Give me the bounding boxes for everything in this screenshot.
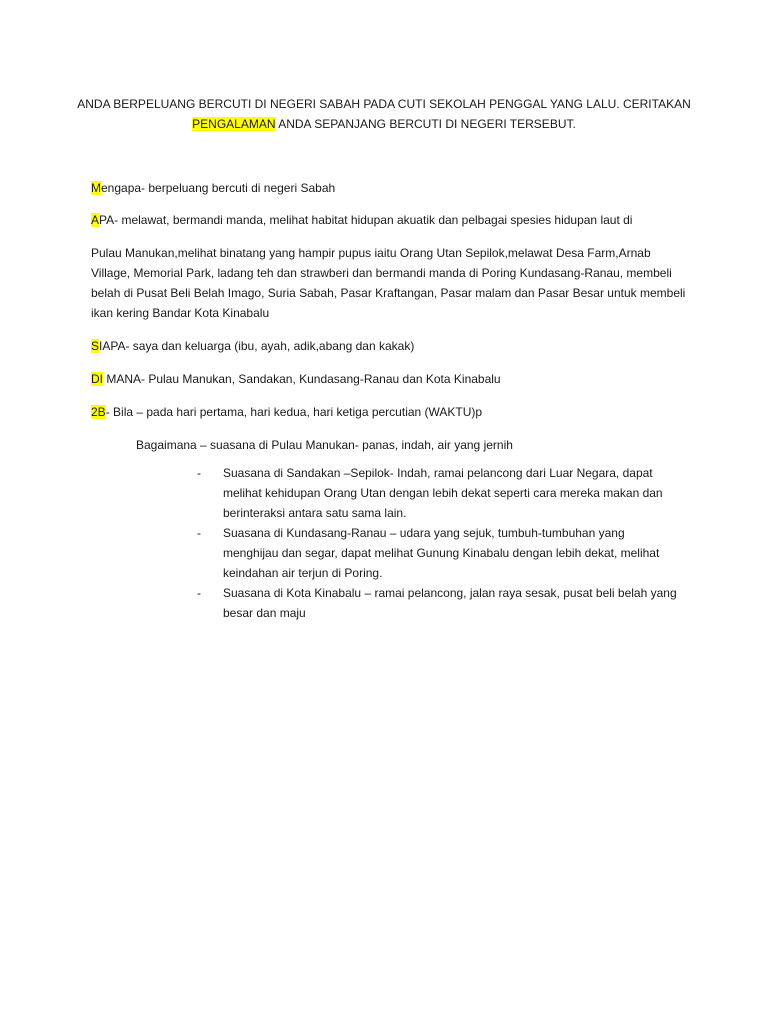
siapa-highlight: S [91,339,100,353]
apa-line [91,210,691,230]
essay-title [60,94,708,134]
bullet-text: Suasana di Sandakan –Sepilok- Indah, ramai pelancong dari Luar Negara, dapat melihat kehidupan Orang Utan dengan lebih dekat seperti cara mereka makan dan berinteraksi antara satu sama lain. [223,466,663,520]
bullet-text: Suasana di Kundasang-Ranau – udara yang sejuk, tumbuh-tumbuhan yang menghijau dan segar, dapat melihat Gunung Kinabalu dengan lebih dekat, melihat keindahan air terjun di Poring. [223,526,660,580]
apa-text: PA- melawat, bermandi manda, melihat habitat hidupan akuatik dan pelbagai spesies hidupan laut di [99,213,633,227]
mengapa-line [91,178,691,198]
bullet-list [197,463,677,623]
dimana-text: MANA- Pulau Manukan, Sandakan, Kundasang-Ranau dan Kota Kinabalu [103,372,501,386]
siapa-text: IAPA- saya dan keluarga (ibu, ayah, adik,abang dan kakak) [99,339,415,353]
list-item [197,583,677,623]
bila-line [91,402,691,422]
siapa-line [91,336,691,356]
bullet-text: Suasana di Kota Kinabalu – ramai pelancong, jalan raya sesak, pusat beli belah yang besar dan maju [223,586,677,620]
bila-text: - Bila – pada hari pertama, hari kedua, hari ketiga percutian (WAKTU)p [105,405,483,419]
list-item [197,463,677,523]
bagaimana-line: Bagaimana – suasana di Pulau Manukan- panas, indah, air yang jernih [136,438,513,452]
bullet-dash: - [197,466,201,480]
title-line-2: ANDA SEPANJANG BERCUTI DI NEGERI TERSEBUT. [275,117,576,131]
apa-highlight: A [91,213,100,227]
title-line-1: ANDA BERPELUANG BERCUTI DI NEGERI SABAH PADA CUTI SEKOLAH PENGGAL YANG LALU. CERITAKAN [77,97,691,111]
bullet-dash: - [197,586,201,600]
apa-continuation: Pulau Manukan,melihat binatang yang hampir pupus iaitu Orang Utan Sepilok,melawat Desa Farm,Arnab Village, Memorial Park, ladang teh dan strawberi dan bermandi manda di Poring Kundasang-Ranau, membeli belah di Pusat Beli Belah Imago, Suria Sabah, Pasar Kraftangan, Pasar malam dan Pasar Besar untuk membeli ikan kering Bandar Kota Kinabalu [91,246,686,320]
mengapa-text: engapa- berpeluang bercuti di negeri Sabah [101,181,336,195]
mengapa-highlight: M [91,181,101,195]
bullet-dash: - [197,526,201,540]
bila-highlight: 2B [91,405,106,419]
title-highlight: PENGALAMAN [192,117,276,131]
dimana-highlight: DI [91,372,103,386]
list-item [197,523,677,583]
dimana-line [91,369,691,389]
